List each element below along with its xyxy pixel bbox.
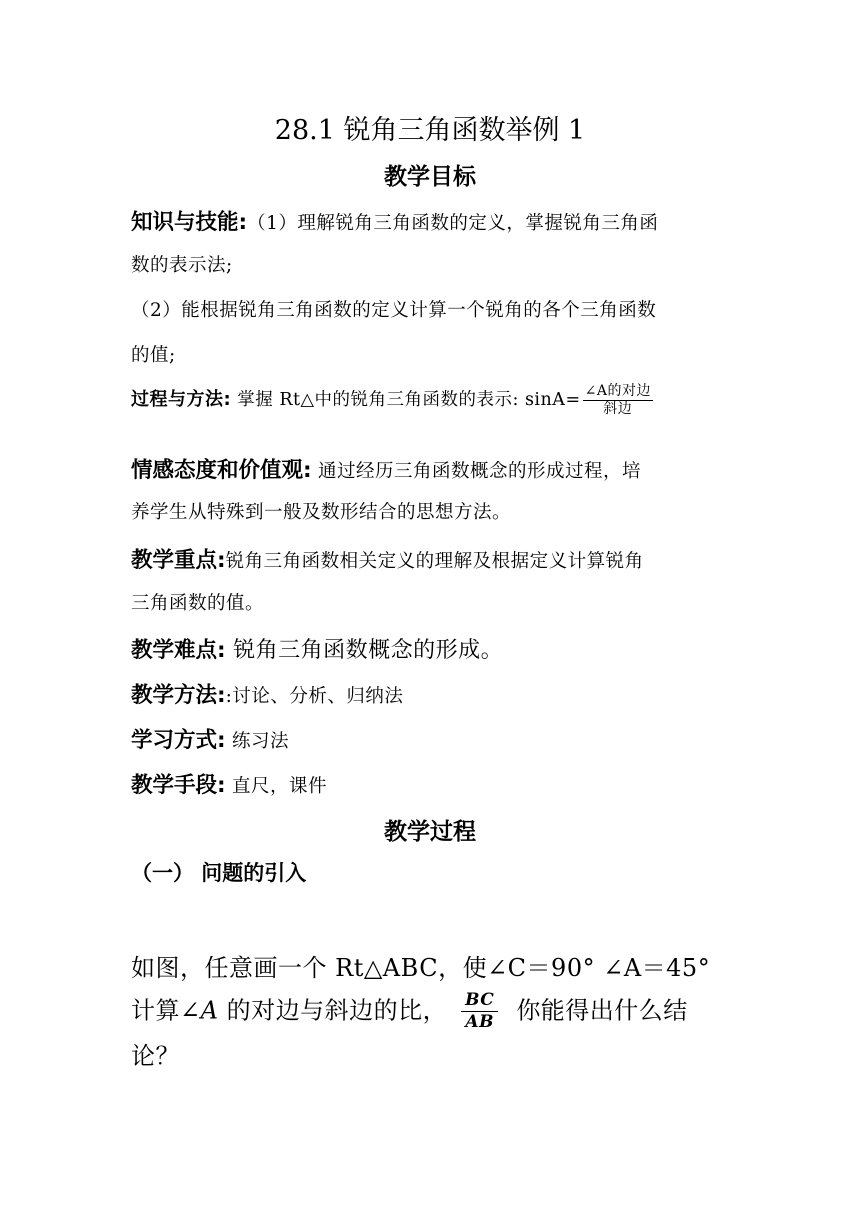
- question-line-2: [131, 990, 688, 1034]
- process-text: 掌握 Rt△中的锐角三角函数的表示: sinA=: [231, 389, 581, 410]
- method-text: :讨论、分析、归纳法: [225, 686, 404, 707]
- difficulty-line: [131, 633, 503, 664]
- knowledge-line-2: 数的表示法;: [131, 255, 233, 276]
- question-line-1: 如图，任意画一个 Rt△ABC，使∠C＝90° ∠A＝45°: [131, 954, 711, 982]
- study-label: 学习方式:: [131, 728, 226, 753]
- goals-heading: 教学目标: [384, 163, 476, 190]
- emotion-label: 情感态度和价值观:: [131, 458, 312, 483]
- process-line: [131, 383, 653, 418]
- question-line-3: 论？: [131, 1042, 180, 1070]
- method-label: 教学方法:: [131, 683, 226, 708]
- knowledge-label: 知识与技能:: [131, 210, 248, 235]
- process-heading: 教学过程: [384, 818, 476, 845]
- difficulty-label: 教学难点:: [131, 638, 226, 663]
- key-point-line-1: [131, 543, 644, 574]
- knowledge-line-4: 的值;: [131, 345, 176, 366]
- bc-ab-denominator: AB: [465, 1012, 494, 1033]
- emotion-text-1: 通过经历三角函数概念的形成过程，培: [311, 461, 641, 482]
- question-text-2c: 你能得出什么结: [516, 996, 688, 1025]
- difficulty-text: 锐角三角函数概念的形成。: [225, 638, 504, 663]
- method-line: [131, 678, 403, 709]
- process-label: 过程与方法:: [131, 388, 232, 410]
- question-text-2b: 的对边与斜边的比，: [218, 996, 448, 1025]
- means-line: [131, 768, 327, 799]
- sin-fraction-numerator: ∠A的对边: [584, 383, 651, 399]
- sin-fraction-denominator: 斜边: [603, 400, 633, 417]
- knowledge-line-3: （2）能根据锐角三角函数的定义计算一个锐角的各个三角函数: [131, 300, 657, 321]
- knowledge-line-1: [131, 205, 658, 236]
- means-text: 直尺，课件: [225, 776, 327, 797]
- lesson-title: 28.1 锐角三角函数举例 1: [274, 115, 586, 146]
- study-text: 练习法: [225, 731, 289, 752]
- angle-variable: A: [200, 996, 219, 1025]
- key-point-line-2: 三角函数的值。: [131, 593, 265, 614]
- emotion-line-1: [131, 453, 641, 484]
- sin-fraction: [583, 383, 653, 418]
- knowledge-text-1: （1）理解锐角三角函数的定义，掌握锐角三角函: [247, 213, 659, 234]
- bc-ab-numerator: BC: [461, 990, 498, 1012]
- means-label: 教学手段:: [131, 773, 226, 798]
- question-text-2a: 计算∠: [131, 996, 201, 1025]
- study-line: [131, 723, 289, 754]
- key-point-text-1: 锐角三角函数相关定义的理解及根据定义计算锐角: [225, 551, 644, 572]
- section-heading-1: （一） 问题的引入: [131, 861, 307, 885]
- bc-ab-fraction: [461, 990, 498, 1034]
- key-point-label: 教学重点:: [131, 548, 226, 573]
- emotion-line-2: 养学生从特殊到一般及数形结合的思想方法。: [131, 502, 512, 523]
